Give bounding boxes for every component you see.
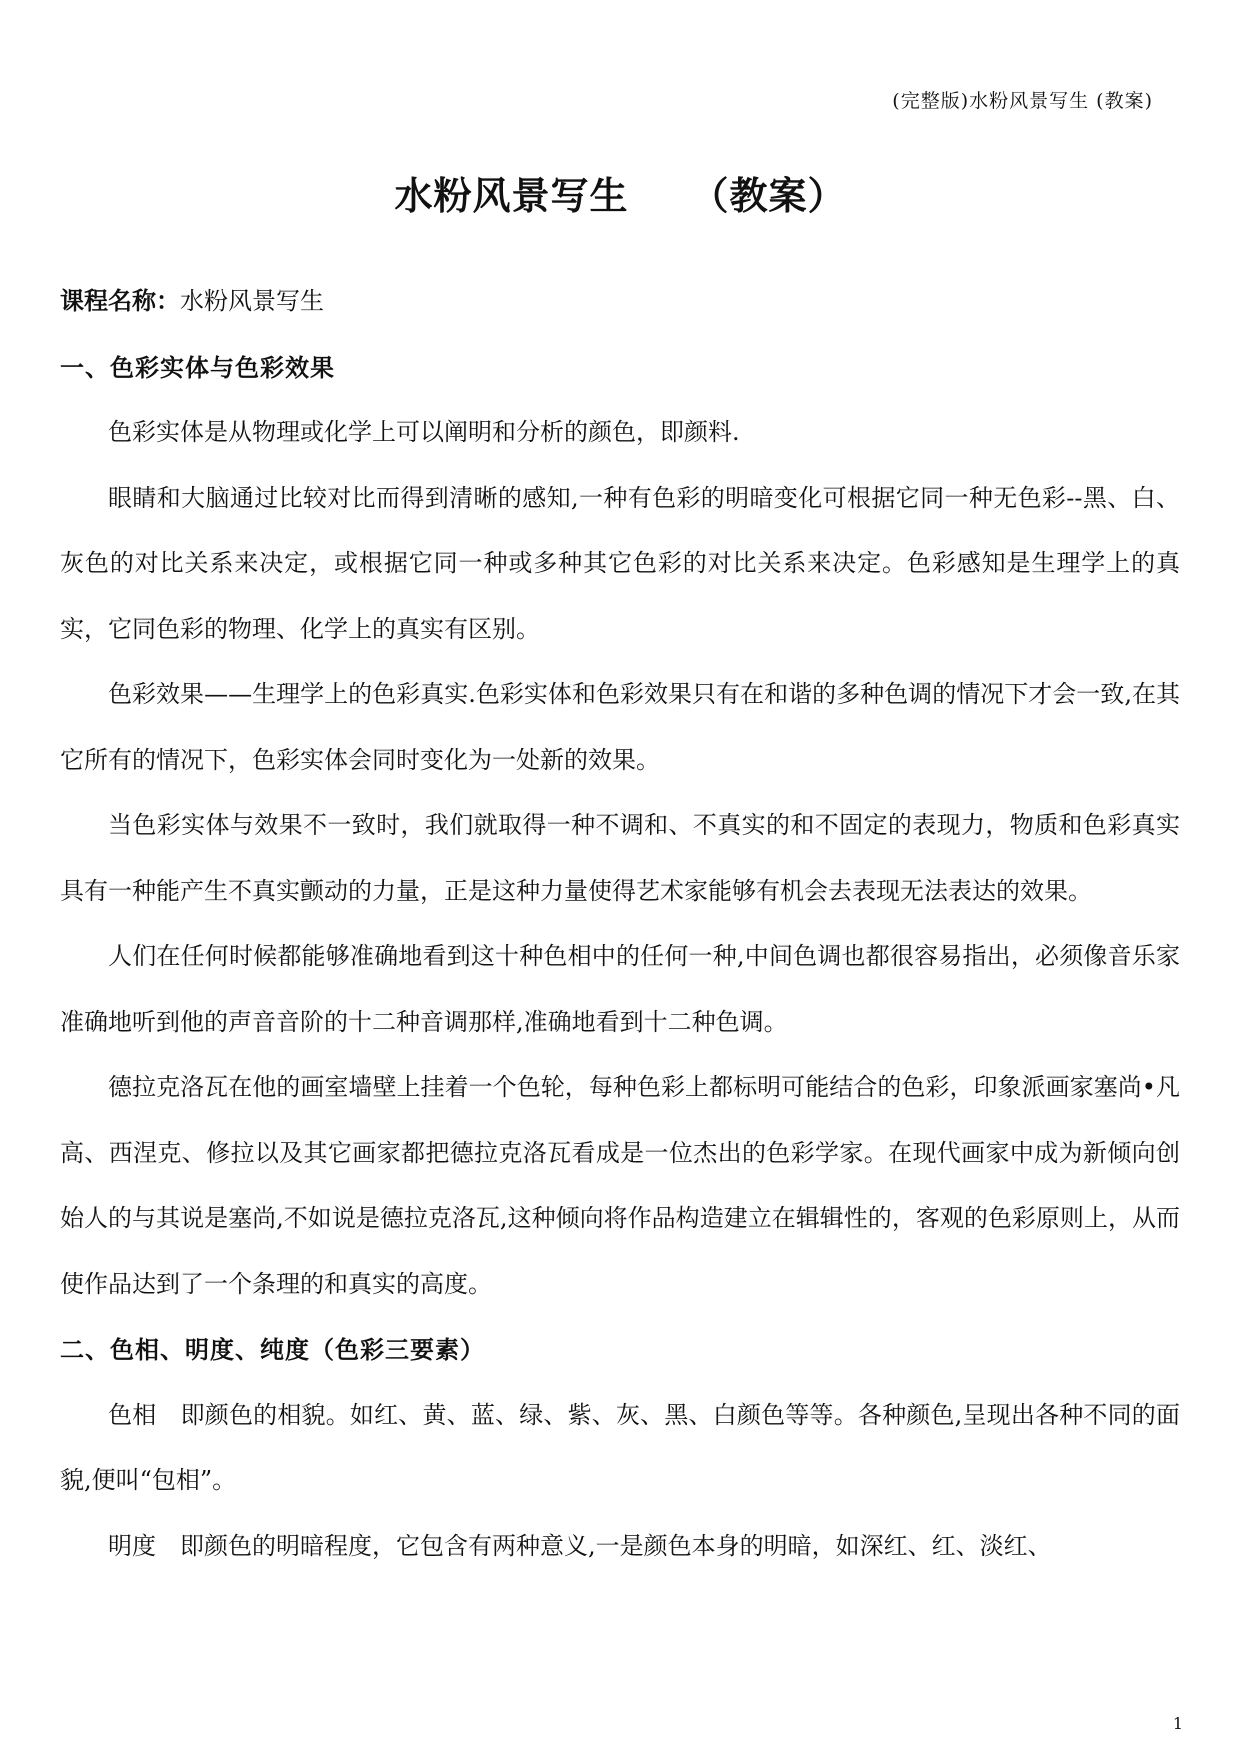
course-name-line	[60, 268, 1180, 335]
running-header: (完整版)水粉风景写生 (教案)	[892, 90, 1153, 112]
section-1-paragraph-6: 德拉克洛瓦在他的画室墙壁上挂着一个色轮，每种色彩上都标明可能结合的色彩，印象派画家塞尚•凡高、西涅克、修拉以及其它画家都把德拉克洛瓦看成是一位杰出的色彩学家。在现代画家中成为新倾向创始人的与其说是塞尚,不如说是德拉克洛瓦,这种倾向将作品构造建立在辑辑性的，客观的色彩原则上，从而使作品达到了一个条理的和真实的高度。	[60, 1073, 1180, 1298]
section-2-heading: 二、色相、明度、纯度（色彩三要素）	[60, 1335, 485, 1364]
section-2-paragraph-2: 明度 即颜色的明暗程度，它包含有两种意义,一是颜色本身的明暗，如深红、红、淡红、	[108, 1531, 1052, 1560]
page-title	[0, 165, 1241, 220]
document-body	[60, 268, 1180, 1579]
section-1-paragraph-3: 色彩效果——生理学上的色彩真实.色彩实体和色彩效果只有在和谐的多种色调的情况下才会一致,在其它所有的情况下，色彩实体会同时变化为一处新的效果。	[60, 680, 1180, 774]
section-1-paragraph-4: 当色彩实体与效果不一致时，我们就取得一种不调和、不真实的和不固定的表现力，物质和色彩真实具有一种能产生不真实颤动的力量，正是这种力量使得艺术家能够有机会去表现无法表达的效果。	[60, 811, 1180, 905]
section-2-paragraph-1: 色相 即颜色的相貌。如红、黄、蓝、绿、紫、灰、黑、白颜色等等。各种颜色,呈现出各种不同的面貌,便叫“包相”。	[60, 1400, 1180, 1494]
section-1-paragraph-1: 色彩实体是从物理或化学上可以阐明和分析的颜色，即颜料.	[108, 418, 740, 446]
section-1-paragraph-5: 人们在任何时候都能够准确地看到这十种色相中的任何一种,中间色调也都很容易指出，必须像音乐家准确地听到他的声音音阶的十二种音调那样,准确地看到十二种色调。	[60, 942, 1180, 1036]
section-1-paragraph-2: 眼睛和大脑通过比较对比而得到清晰的感知,一种有色彩的明暗变化可根据它同一种无色彩--黑、白、灰色的对比关系来决定，或根据它同一种或多种其它色彩的对比关系来决定。色彩感知是生理学上的真实，它同色彩的物理、化学上的真实有区别。	[60, 483, 1180, 643]
title-sub: （教案）	[690, 174, 847, 218]
course-name-value: 水粉风景写生	[180, 287, 324, 315]
course-name-label: 课程名称：	[60, 286, 180, 315]
title-main: 水粉风景写生	[394, 174, 629, 218]
page-number: 1	[1172, 1714, 1183, 1733]
section-1-heading: 一、色彩实体与色彩效果	[60, 352, 335, 382]
